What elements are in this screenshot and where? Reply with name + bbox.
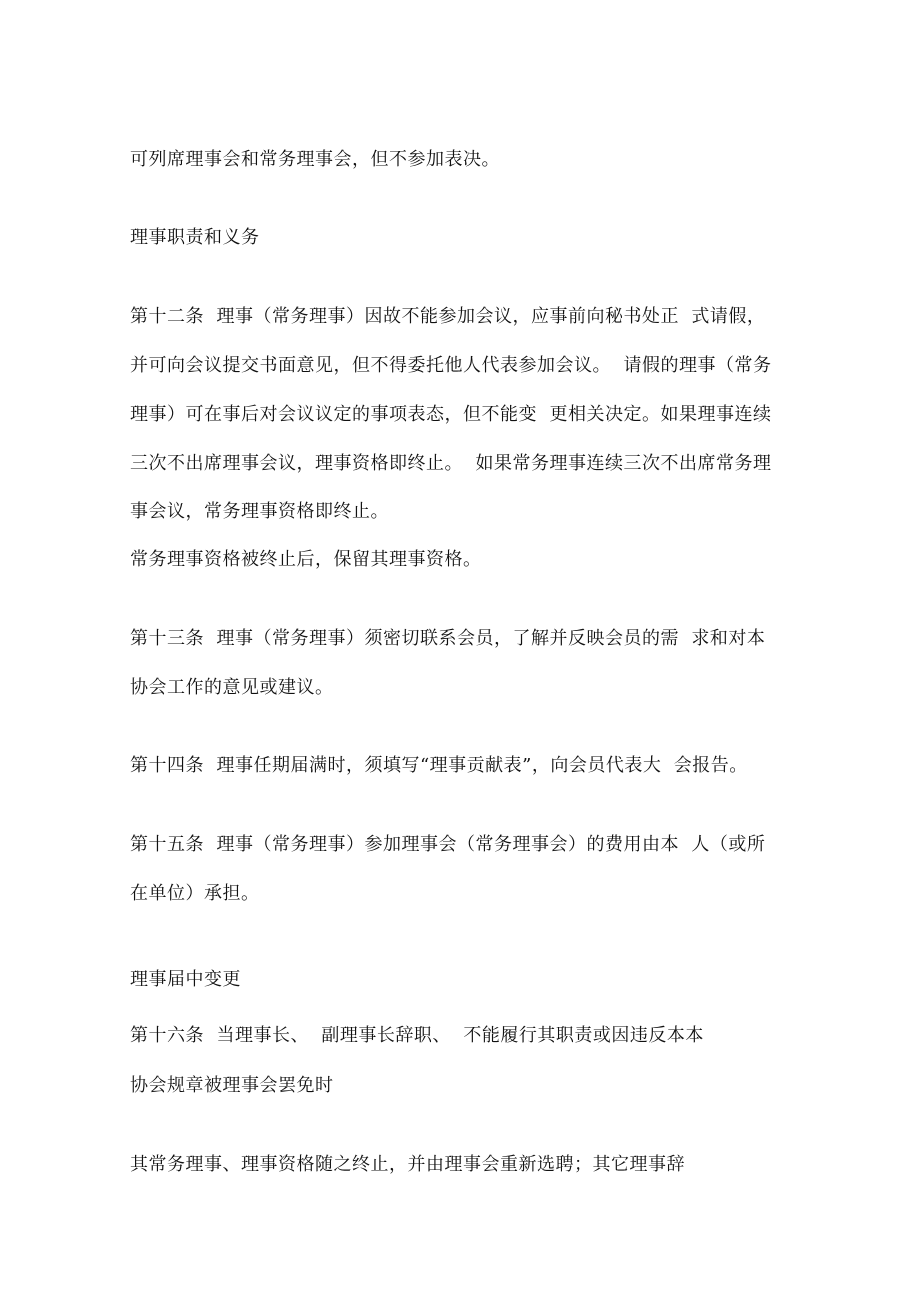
section-heading: 理事职责和义务 <box>130 227 260 248</box>
text-line: 第十四条 理事任期届满时，须填写“理事贡献表”，向会员代表大 会报告。 <box>130 755 748 776</box>
text-line: 第十六条 当理事长、 副理事长辞职、 不能履行其职责或因违反本本 <box>130 1025 704 1046</box>
text-line: 第十二条 理事（常务理事）因故不能参加会议，应事前向秘书处正 式请假， <box>130 306 766 327</box>
text-line: 协会规章被理事会罢免时 <box>130 1075 334 1096</box>
text-line: 可列席理事会和常务理事会，但不参加表决。 <box>130 149 500 170</box>
text-line: 事会议，常务理事资格即终止。 <box>130 501 389 522</box>
text-line: 第十五条 理事（常务理事）参加理事会（常务理事会）的费用由本 人（或所 <box>130 834 766 855</box>
text-line: 第十三条 理事（常务理事）须密切联系会员，了解并反映会员的需 求和对本 <box>130 628 766 649</box>
text-line: 常务理事资格被终止后，保留其理事资格。 <box>130 549 482 570</box>
text-line: 并可向会议提交书面意见，但不得委托他人代表参加会议。 请假的理事（常务 <box>130 355 772 376</box>
text-line: 在单位）承担。 <box>130 883 260 904</box>
section-heading: 理事届中变更 <box>130 969 241 990</box>
text-line: 其常务理事、理事资格随之终止，并由理事会重新选聘；其它理事辞 <box>130 1154 685 1175</box>
text-line: 理事）可在事后对会议议定的事项表态，但不能变 更相关决定。如果理事连续 <box>130 404 772 425</box>
text-line: 协会工作的意见或建议。 <box>130 677 334 698</box>
text-line: 三次不出席理事会议，理事资格即终止。 如果常务理事连续三次不出席常务理 <box>130 453 772 474</box>
